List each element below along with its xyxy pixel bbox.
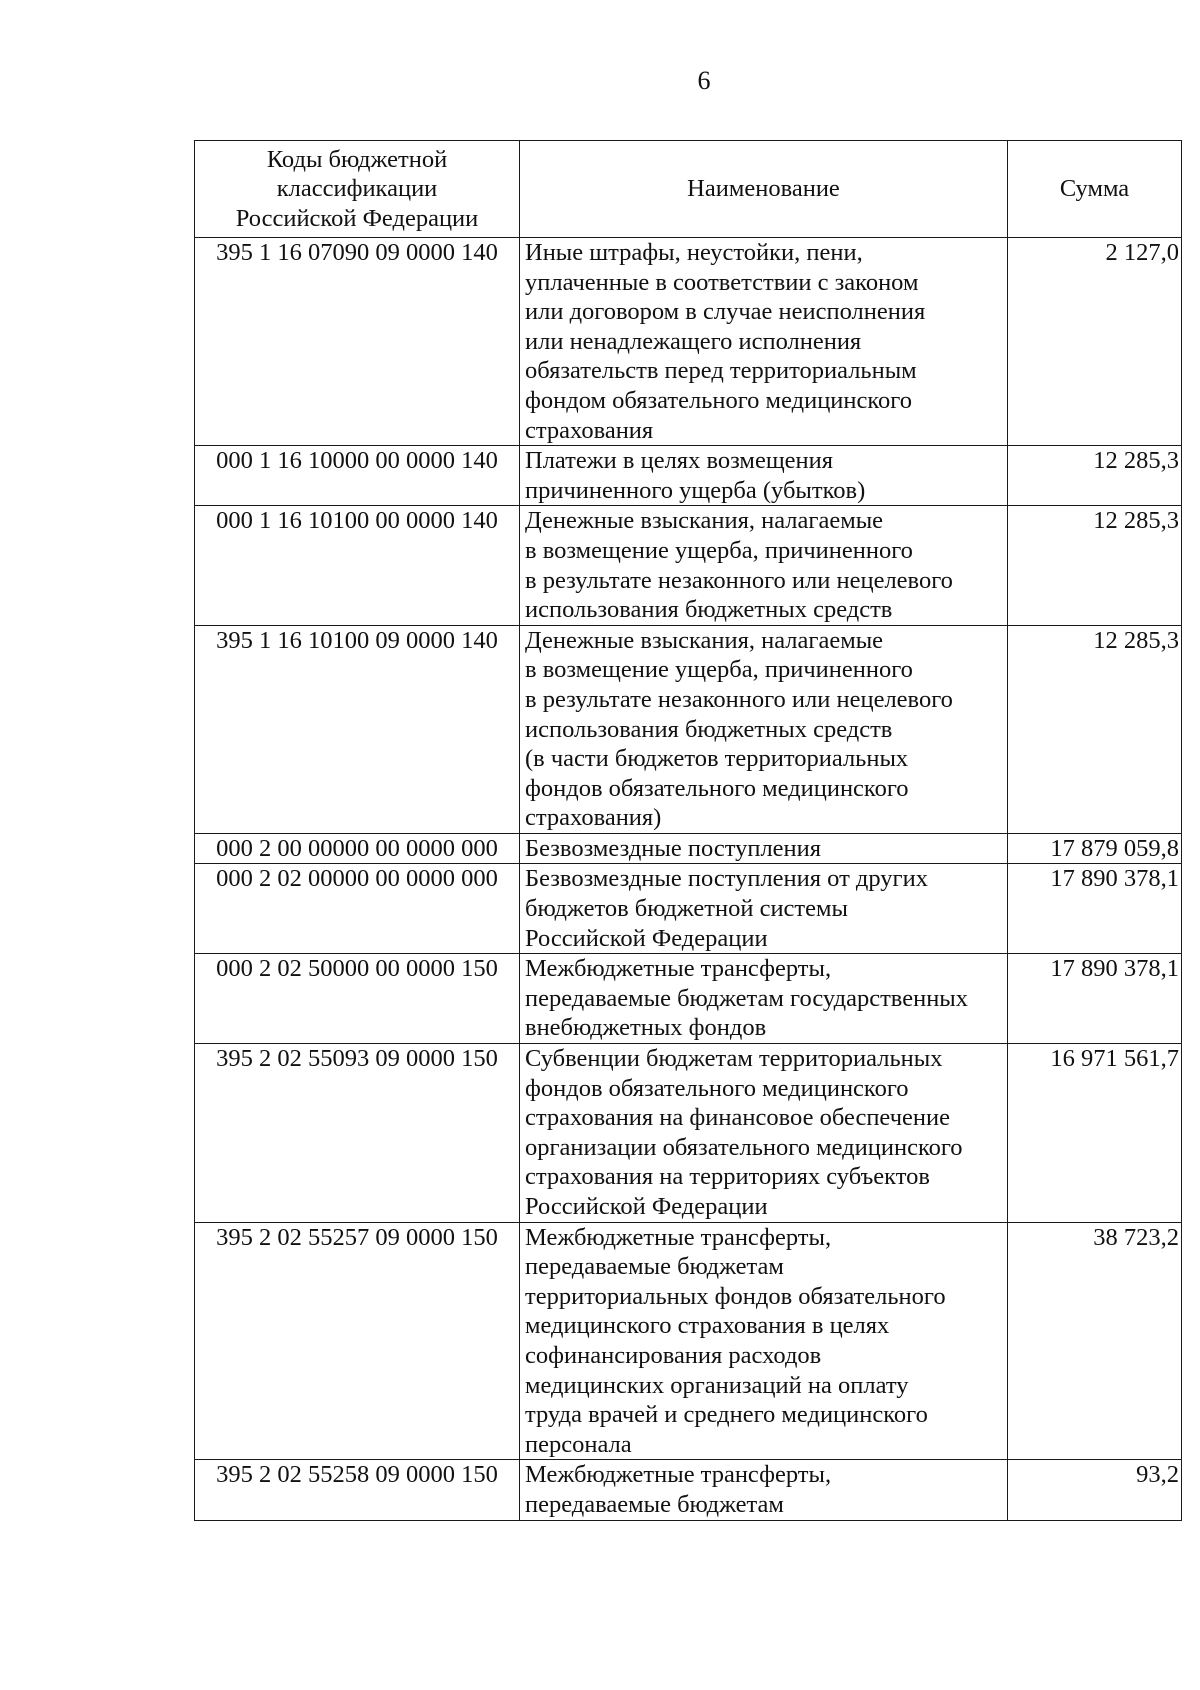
row-code: 395 1 16 10100 09 0000 140 <box>195 625 520 833</box>
table-row <box>195 446 1182 506</box>
row-code: 000 2 02 50000 00 0000 150 <box>195 954 520 1044</box>
row-sum: 17 890 378,1 <box>1008 954 1182 1044</box>
row-name: Субвенции бюджетам территориальных фондов обязательного медицинского страхования на финансовое обеспечение организации обязательного медицинского страхования на территориях субъектов Российской Федерации <box>520 1044 1008 1223</box>
header-name: Наименование <box>520 141 1008 238</box>
row-sum: 16 971 561,7 <box>1008 1044 1182 1223</box>
header-code: Коды бюджетной классификации Российской Федерации <box>195 141 520 238</box>
row-name: Иные штрафы, неустойки, пени, уплаченные в соответствии с законом или договором в случае неисполнения или ненадлежащего исполнения обязательств перед территориальным фондом обязательного медицинского страхования <box>520 238 1008 446</box>
row-name: Безвозмездные поступления от других бюджетов бюджетной системы Российской Федерации <box>520 864 1008 954</box>
table-row <box>195 506 1182 625</box>
row-name: Межбюджетные трансферты, передаваемые бюджетам территориальных фондов обязательного медицинского страхования в целях софинансирования расходов медицинских организаций на оплату труда врачей и среднего медицинского персонала <box>520 1222 1008 1460</box>
row-name: Денежные взыскания, налагаемые в возмещение ущерба, причиненного в результате незаконного или нецелевого использования бюджетных средств <box>520 506 1008 625</box>
table-row <box>195 238 1182 446</box>
row-sum: 38 723,2 <box>1008 1222 1182 1460</box>
table-body <box>195 238 1182 1521</box>
row-code: 395 1 16 07090 09 0000 140 <box>195 238 520 446</box>
row-sum: 12 285,3 <box>1008 446 1182 506</box>
row-code: 395 2 02 55257 09 0000 150 <box>195 1222 520 1460</box>
table-row <box>195 864 1182 954</box>
table-row <box>195 1222 1182 1460</box>
row-code: 000 2 00 00000 00 0000 000 <box>195 833 520 864</box>
row-sum: 12 285,3 <box>1008 506 1182 625</box>
row-name: Безвозмездные поступления <box>520 833 1008 864</box>
table-header <box>195 141 1182 238</box>
row-code: 395 2 02 55093 09 0000 150 <box>195 1044 520 1223</box>
row-sum: 17 879 059,8 <box>1008 833 1182 864</box>
row-sum: 12 285,3 <box>1008 625 1182 833</box>
row-code: 395 2 02 55258 09 0000 150 <box>195 1460 520 1520</box>
row-name: Межбюджетные трансферты, передаваемые бюджетам государственных внебюджетных фондов <box>520 954 1008 1044</box>
row-sum: 93,2 <box>1008 1460 1182 1520</box>
table-row <box>195 833 1182 864</box>
table-row <box>195 954 1182 1044</box>
row-name: Межбюджетные трансферты, передаваемые бюджетам <box>520 1460 1008 1520</box>
row-sum: 2 127,0 <box>1008 238 1182 446</box>
row-code: 000 2 02 00000 00 0000 000 <box>195 864 520 954</box>
table-row <box>195 1460 1182 1520</box>
table-header-row <box>195 141 1182 238</box>
row-sum: 17 890 378,1 <box>1008 864 1182 954</box>
row-code: 000 1 16 10100 00 0000 140 <box>195 506 520 625</box>
header-sum: Сумма <box>1008 141 1182 238</box>
table-row <box>195 625 1182 833</box>
row-code: 000 1 16 10000 00 0000 140 <box>195 446 520 506</box>
table-row <box>195 1044 1182 1223</box>
page-number: 6 <box>697 66 711 95</box>
row-name: Платежи в целях возмещения причиненного ущерба (убытков) <box>520 446 1008 506</box>
budget-classification-table <box>194 140 1182 1521</box>
row-name: Денежные взыскания, налагаемые в возмещение ущерба, причиненного в результате незаконного или нецелевого использования бюджетных средств (в части бюджетов территориальных фондов обязательного медицинского страхования) <box>520 625 1008 833</box>
